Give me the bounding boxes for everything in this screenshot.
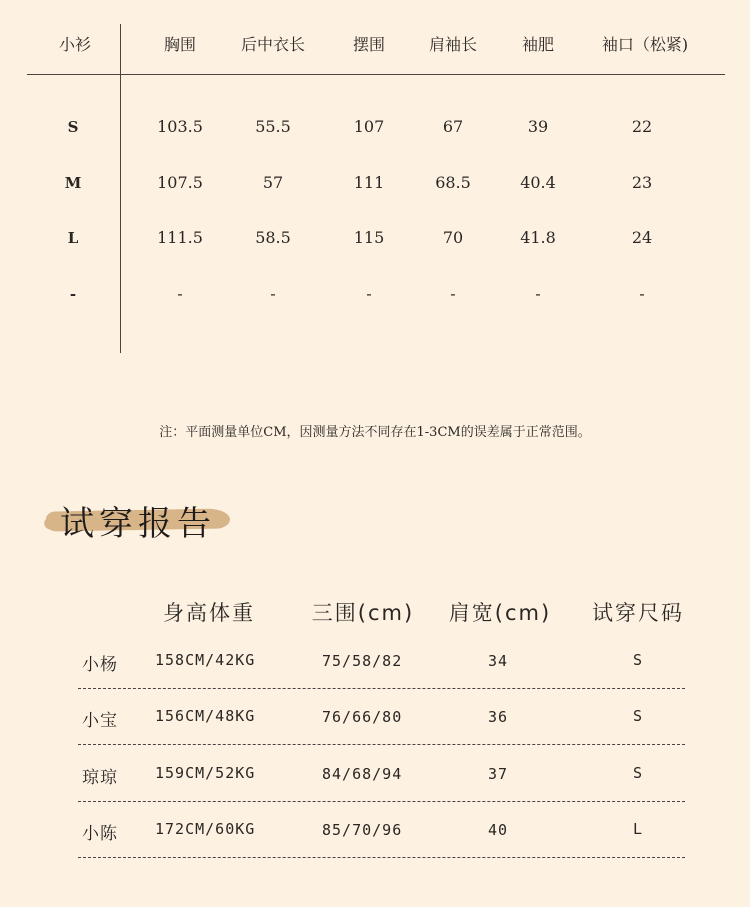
body-measurements: 76/66/80 [322,708,403,726]
table-cell: 103.5 [157,117,203,136]
table-cell: 107.5 [157,173,203,192]
table-header-divider [27,74,725,75]
size-label: L [67,229,79,247]
table-cell: 67 [442,117,464,136]
fit-size: S [633,651,644,669]
tester-name: 小宝 [82,711,118,731]
shoulder-width: 34 [488,652,509,670]
table-cell: - [450,284,456,303]
height-weight: 158CM/42KG [155,651,256,669]
corner-label: 小衫 [58,35,92,54]
table-cell: 107 [353,117,385,136]
table-cell: - [535,284,541,303]
row-divider [78,744,685,745]
table-cell: 41.8 [520,228,556,247]
tester-name: 小陈 [82,824,118,844]
row-divider [78,688,685,689]
table-cell: 111 [353,173,385,192]
row-divider [78,801,685,802]
measurement-note: 注：平面测量单位CM，因测量方法不同存在1-3CM的误差属于正常范围。 [159,425,591,440]
table-cell: 22 [631,117,653,136]
tester-name: 小杨 [82,655,118,675]
fit-size: S [633,764,644,782]
row-divider [78,857,685,858]
size-chart [0,0,750,360]
fit-header: 试穿尺码 [592,601,684,625]
table-cell: 39 [527,117,549,136]
column-header: 后中衣长 [240,35,306,54]
fit-header: 身高体重 [163,601,255,625]
table-cell: 58.5 [255,228,291,247]
table-cell: 57 [262,173,284,192]
body-measurements: 84/68/94 [322,765,403,783]
table-cell: 115 [353,228,385,247]
height-weight: 172CM/60KG [155,820,256,838]
table-cell: - [270,284,276,303]
body-measurements: 75/58/82 [322,652,403,670]
fit-header: 三围(cm) [311,601,415,625]
shoulder-width: 37 [488,765,509,783]
column-header: 胸围 [163,35,197,54]
height-weight: 156CM/48KG [155,707,256,725]
table-cell: 24 [631,228,653,247]
fit-header: 肩宽(cm) [448,601,552,625]
shoulder-width: 36 [488,708,509,726]
tester-name: 琼琼 [82,768,118,788]
column-header: 摆围 [352,35,386,54]
column-header: 袖口（松紧) [601,35,689,54]
table-cell: 55.5 [255,117,291,136]
table-cell: 70 [442,228,464,247]
shoulder-width: 40 [488,821,509,839]
body-measurements: 85/70/96 [322,821,403,839]
size-label: M [64,174,82,192]
column-header: 袖肥 [521,35,555,54]
column-header: 肩袖长 [428,35,478,54]
table-cell: - [639,284,645,303]
fit-report-heading [44,494,244,544]
table-cell: 23 [631,173,653,192]
table-cell: - [177,284,183,303]
table-cell: 40.4 [520,173,556,192]
fit-size: S [633,707,644,725]
table-cell: - [366,284,372,303]
size-label: - [69,285,77,303]
table-cell: 68.5 [435,173,471,192]
height-weight: 159CM/52KG [155,764,256,782]
fit-size: L [633,820,644,838]
size-label: S [67,118,79,136]
fit-report-title: 试穿报告 [60,504,216,544]
table-cell: 111.5 [157,228,203,247]
